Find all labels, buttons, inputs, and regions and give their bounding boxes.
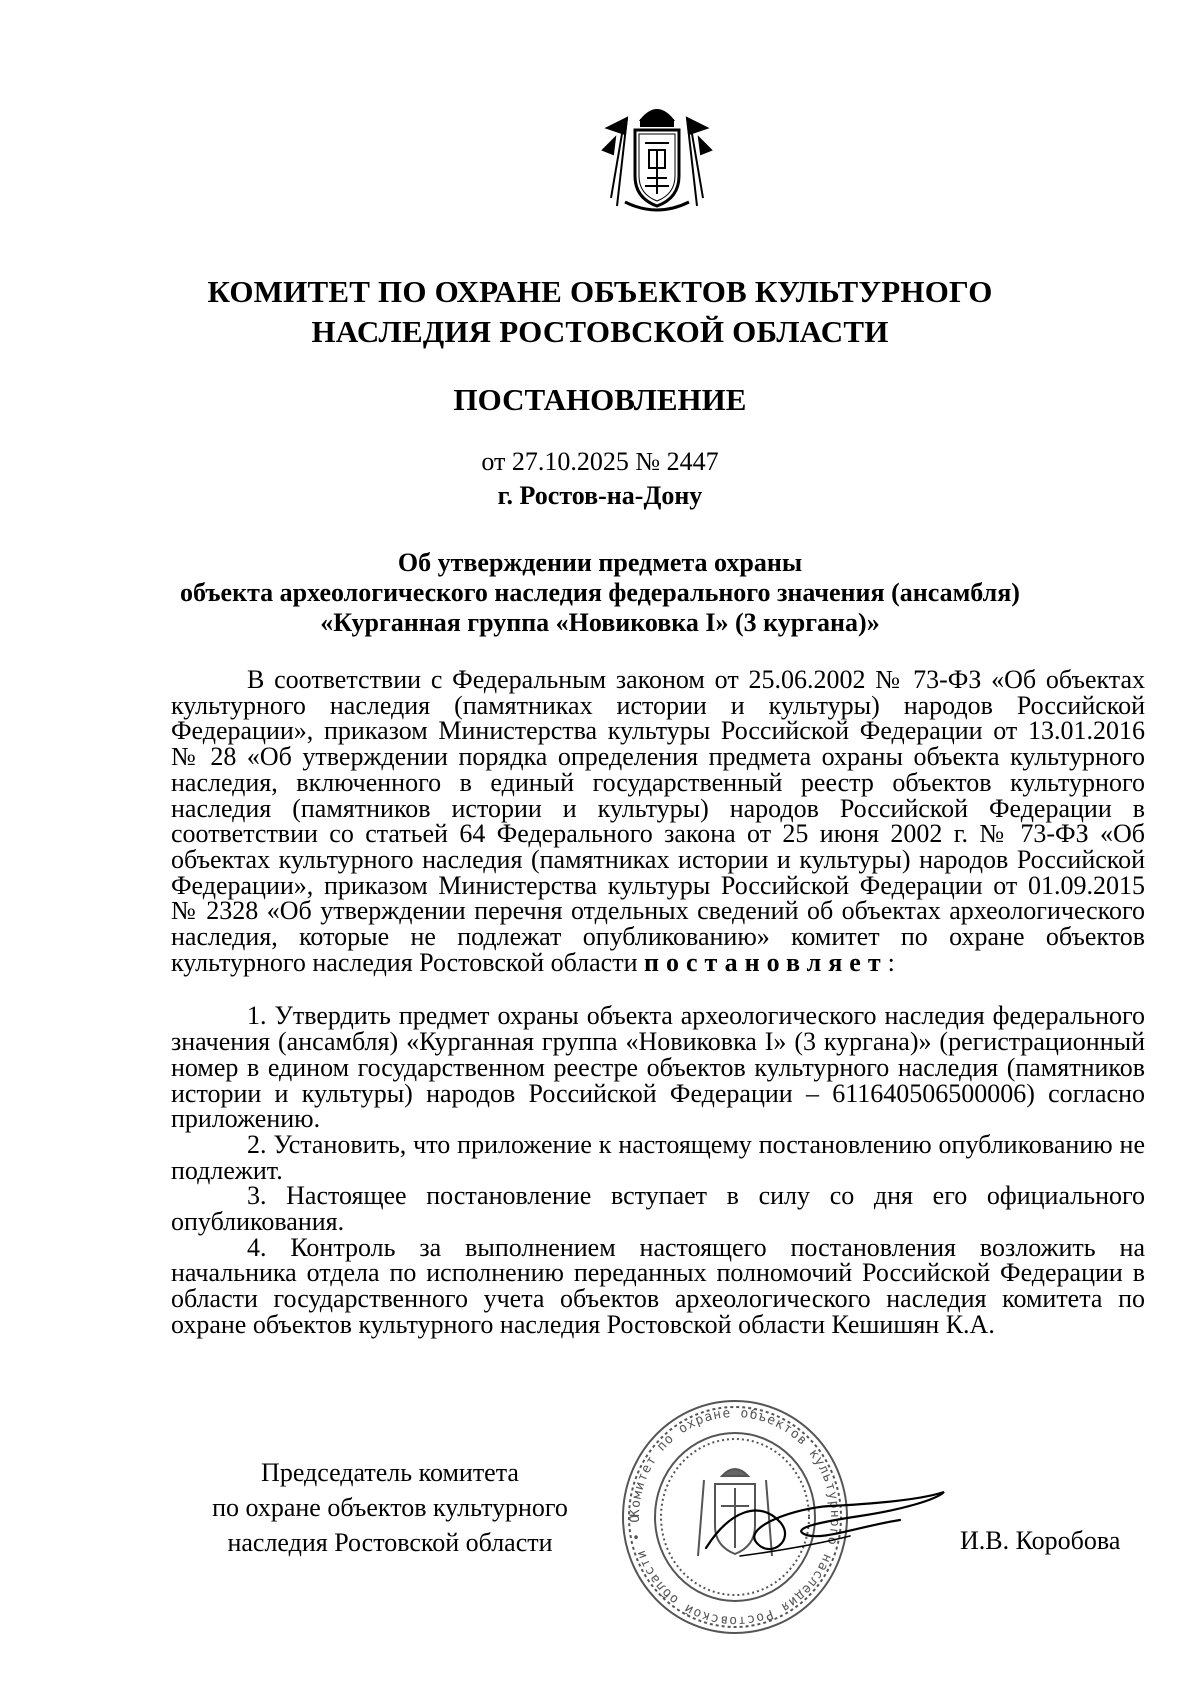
seal-text: Комитет по охране объектов культурного наследия Ростовской области • О xyxy=(627,1406,843,1629)
handwritten-signature-icon xyxy=(700,1470,950,1570)
preamble-colon: : xyxy=(887,947,895,977)
document-date-number: от 27.10.2025 № 2447 xyxy=(481,447,719,476)
preamble-text: В соответствии с Федеральным законом от 25.06.2002 № 73-ФЗ «Об объектах культурного наследия (памятниках истории и культуры) народов Российской Федерации», приказом Министерства культуры Российской Федерации от 13.01.2016 № 28 «Об утверждении порядка определения предмета охраны объекта культурного наследия, включенного в единый государственный реестр объектов культурного наследия (памятников истории и культуры) народов Российской Федерации в соответствии со статьей 64 Федерального закона от 25 июня 2002 г. № 73-ФЗ «Об объектах культурного наследия (памятниках истории и культуры) народов Российской Федерации», приказом Министерства культуры Российской Федерации от 01.09.2015 № 2328 «Об утверждении перечня отдельных сведений об объектах археологического наследия, которые не подлежат опубликованию» комитет по охране объектов культурного наследия Ростовской области xyxy=(171,665,1145,977)
organization-line-1: КОМИТЕТ ПО ОХРАНЕ ОБЪЕКТОВ КУЛЬТУРНОГО xyxy=(207,274,993,309)
coat-of-arms-icon xyxy=(597,98,717,216)
decree-word: постановляет xyxy=(644,947,888,977)
subject-line-1: Об утверждении предмета охраны xyxy=(397,548,803,577)
subject-line-3: «Курганная группа «Новиковка I» (3 кургана)» xyxy=(320,608,880,637)
item-3: 3. Настоящее постановление вступает в силу со дня его официального опубликования. xyxy=(171,1181,1145,1237)
document-subject xyxy=(150,548,1050,638)
organization-line-2: НАСЛЕДИЯ РОСТОВСКОЙ ОБЛАСТИ xyxy=(311,314,889,349)
organization-name xyxy=(170,272,1030,352)
signatory-title-line-1: Председатель комитета xyxy=(261,1458,519,1487)
signatory-title-line-3: наследия Ростовской области xyxy=(227,1528,553,1557)
document-type: ПОСТАНОВЛЕНИЕ xyxy=(453,382,747,417)
signatory-title xyxy=(170,1455,610,1560)
document-body xyxy=(171,667,1145,1338)
document-city: г. Ростов-на-Дону xyxy=(497,481,703,510)
item-2: 2. Установить, что приложение к настоящему постановлению опубликованию не подлежит. xyxy=(171,1129,1145,1185)
signatory-title-line-2: по охране объектов культурного xyxy=(212,1493,568,1522)
preamble-paragraph xyxy=(171,667,1145,975)
signatory-name: И.В. Коробова xyxy=(960,1526,1121,1555)
item-1: 1. Утвердить предмет охраны объекта археологического наследия федерального значения (ансамбля) «Курганная группа «Новиковка I» (3 кургана)» (регистрационный номер в едином государственном реестре объектов культурного наследия (памятников истории и культуры) народов Российской Федерации – 611640506500006) согласно приложению. xyxy=(171,1001,1145,1134)
subject-line-2: объекта археологического наследия федерального значения (ансамбля) xyxy=(180,578,1020,607)
item-4: 4. Контроль за выполнением настоящего постановления возложить на начальника отдела по исполнению переданных полномочий Российской Федерации в области государственного учета объектов археологического наследия комитета по охране объектов культурного наследия Ростовской области Кешишян К.А. xyxy=(171,1232,1145,1339)
